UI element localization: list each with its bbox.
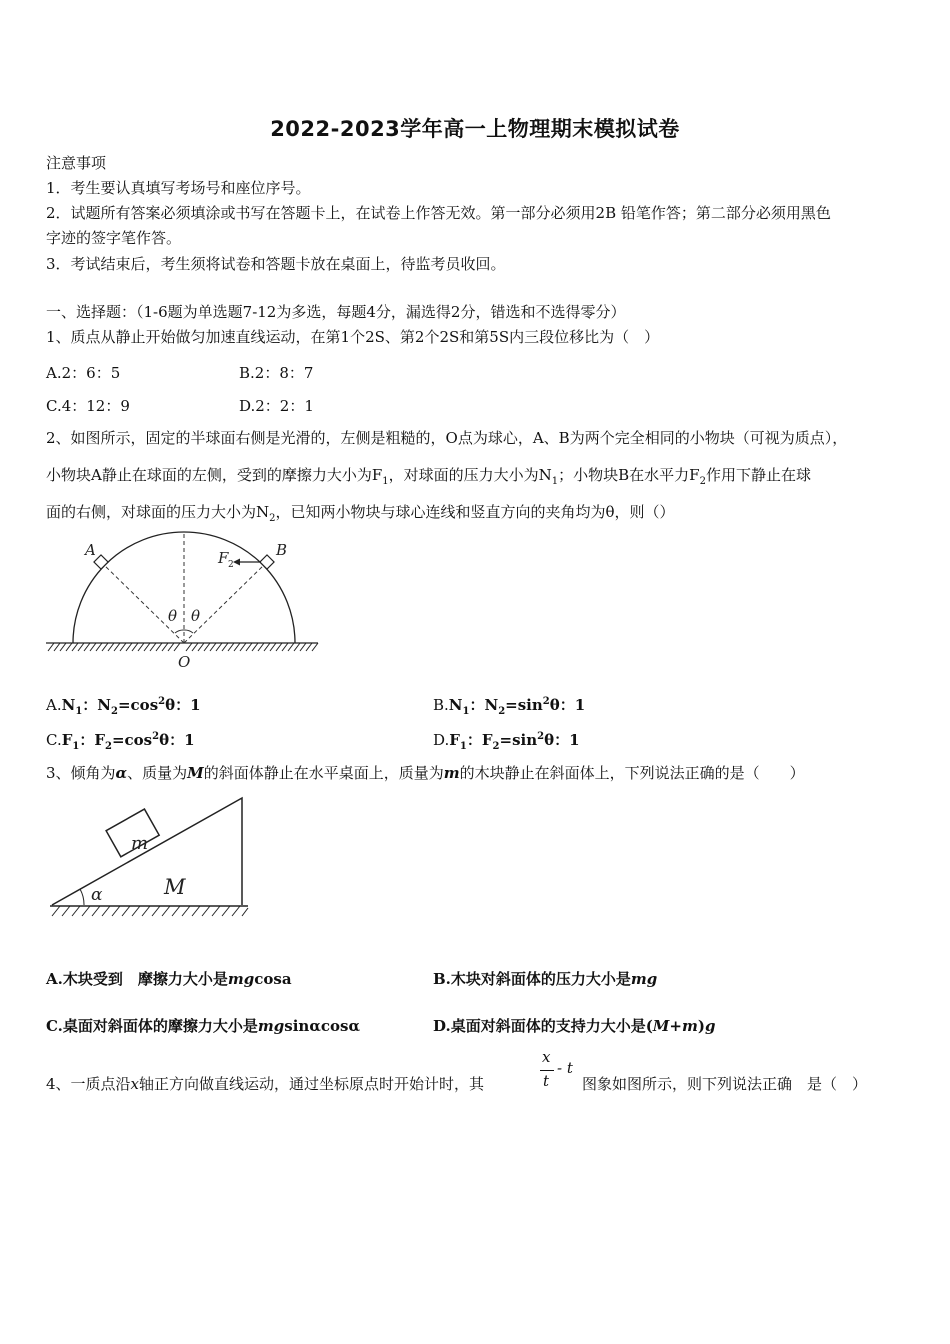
label-b: B bbox=[276, 541, 288, 559]
q4-stem-c: 图象如图所示，则下列说法正确 是（ ） bbox=[582, 1075, 868, 1093]
label-theta-left: θ bbox=[168, 607, 178, 625]
q2-stem-line1: 2、如图所示，固定的半球面右侧是光滑的，左侧是粗糙的，O点为球心，A、B为两个完全相同的小物块（可视为质点）， bbox=[46, 429, 848, 447]
frac-denominator: t bbox=[543, 1072, 550, 1090]
label-theta-right: θ bbox=[191, 607, 201, 625]
q3-option-a: A.木块受到 摩擦力大小是mgcosa bbox=[46, 970, 292, 988]
label-a: A bbox=[85, 541, 96, 559]
label-f-sub: 2 bbox=[228, 560, 234, 570]
q2-stem-line3: 面的右侧，对球面的压力大小为$N_2$，已知两小物块与球心连线和竖直方向的夹角均为θ，则（） bbox=[46, 503, 675, 524]
q2-option-c: $C.F_1$：$F_2=\cos^2\theta$：1 bbox=[46, 731, 195, 752]
q3-stem: 3、倾角为α、质量为M的斜面体静止在水平桌面上，质量为m的木块静止在斜面体上，下列说法正确的是（ ） bbox=[46, 764, 805, 782]
notice-item: 字迹的签字笔作答。 bbox=[46, 229, 182, 247]
frac-numerator: x bbox=[542, 1048, 551, 1066]
label-m: m bbox=[131, 833, 149, 854]
notice-item: 1．考生要认真填写考场号和座位序号。 bbox=[46, 179, 311, 197]
q4-stem-a: 4、一质点沿x轴正方向做直线运动，通过坐标原点时开始计时，其 bbox=[46, 1075, 485, 1093]
q3-option-c: C.桌面对斜面体的摩擦力大小是mgsinαcosα bbox=[46, 1017, 360, 1035]
label-alpha: α bbox=[91, 885, 103, 905]
q2-stem-line2: 小物块A静止在球面的左侧，受到的摩擦力大小为$F_1$，对球面的压力大小为$N_1$；小物块B在水平力$F_2$作用下静止在球 bbox=[46, 466, 811, 487]
section-heading: 一、选择题：（1-6题为单选题7-12为多选，每题4分，漏选得2分，错选和不选得零分） bbox=[46, 303, 626, 321]
q3-incline-diagram bbox=[44, 792, 254, 922]
q1-option-d: D.2：2：1 bbox=[239, 397, 314, 415]
label-o: O bbox=[178, 653, 191, 671]
label-big-m: M bbox=[164, 875, 186, 899]
q3-option-d: D.桌面对斜面体的支持力大小是(M+m)g bbox=[433, 1017, 716, 1035]
q1-option-c: C.4：12：9 bbox=[46, 397, 130, 415]
q1-option-b: B.2：8：7 bbox=[239, 364, 314, 382]
q1-stem: 1、质点从静止开始做匀加速直线运动，在第1个2S、第2个2S和第5S内三段位移比为（ ） bbox=[46, 328, 660, 346]
q2-option-d: $D.F_1$：$F_2=\sin^2\theta$：1 bbox=[433, 731, 580, 752]
notice-item: 3．考试结束后，考生须将试卷和答题卡放在桌面上，待监考员收回。 bbox=[46, 255, 506, 273]
q1-option-a: A.2：6：5 bbox=[46, 364, 121, 382]
q2-option-b: $B.N_1$：$N_2=\sin^2\theta$：1 bbox=[433, 696, 586, 717]
q3-option-b: B.木块对斜面体的压力大小是mg bbox=[433, 970, 658, 988]
notice-item: 2．试题所有答案必须填涂或书写在答题卡上，在试卷上作答无效。第一部分必须用2B 铅笔作答；第二部分必须用黑色 bbox=[46, 204, 831, 222]
label-f: F bbox=[218, 549, 229, 567]
page-title: 2022-2023学年高一上物理期末模拟试卷 bbox=[270, 117, 680, 141]
frac-bar bbox=[540, 1070, 554, 1071]
frac-rest: - t bbox=[557, 1059, 573, 1077]
q4-fraction bbox=[538, 1048, 584, 1092]
q2-hemisphere-diagram bbox=[40, 525, 330, 675]
q2-option-a: $A.N_1$：$N_2=\cos^2\theta$：1 bbox=[46, 696, 201, 717]
notice-heading: 注意事项 bbox=[46, 154, 107, 172]
